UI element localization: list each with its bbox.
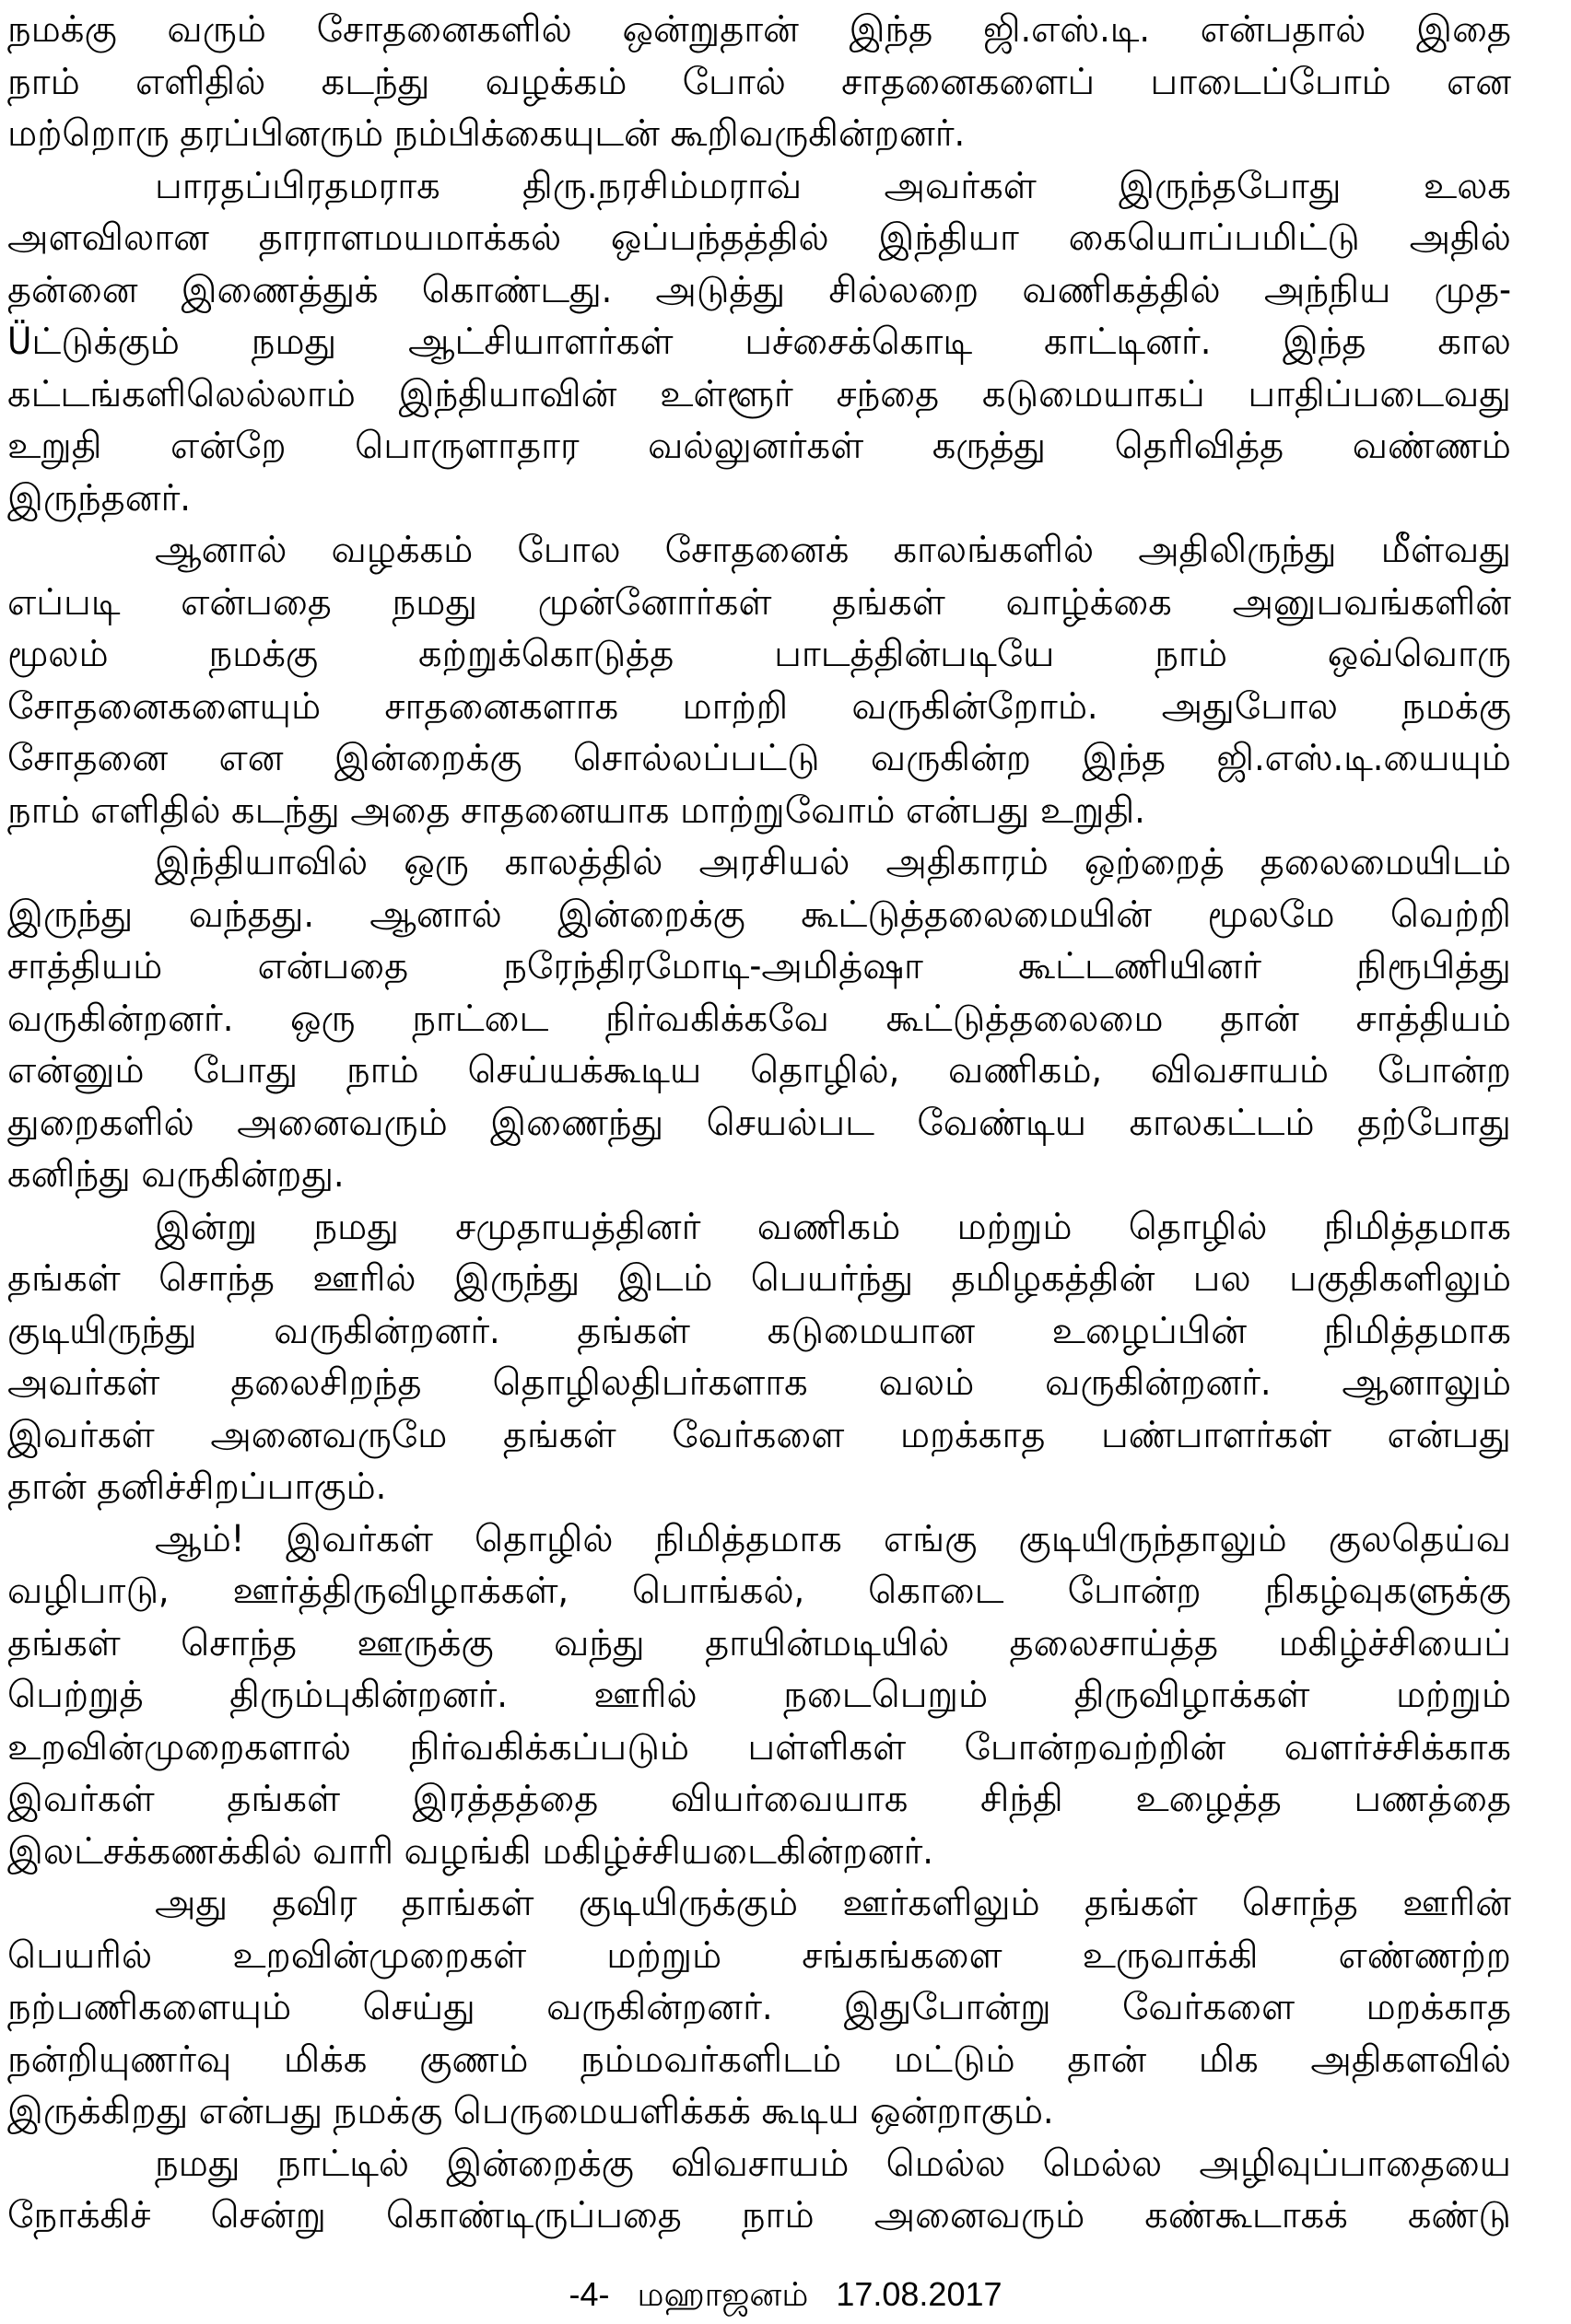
text-line: எப்படி என்பதை நமது முன்னோர்கள் தங்கள் வாழ்க்கை அனுபவங்களின் bbox=[7, 580, 1511, 624]
paragraph bbox=[7, 1201, 1511, 1513]
text-line: பெற்றுத் திரும்புகின்றனர். ஊரில் நடைபெறும் திருவிழாக்கள் மற்றும் bbox=[7, 1674, 1511, 1716]
text-line: நாம் எளிதில் கடந்து அதை சாதனையாக மாற்றுவோம் என்பது உறுதி. bbox=[7, 788, 1145, 832]
text-line: Üட்டுக்கும் நமது ஆட்சியாளர்கள் பச்சைக்கொடி காட்டினர். இந்த கால bbox=[7, 321, 1511, 363]
text-line: நற்பணிகளையும் செய்து வருகின்றனர். இதுபோன்று வேர்களை மறக்காத bbox=[7, 1986, 1511, 2028]
text-line: தான் தனிச்சிறப்பாகும். bbox=[7, 1466, 387, 1508]
text-line: இவர்கள் அனைவருமே தங்கள் வேர்களை மறக்காத பண்பாளர்கள் என்பது bbox=[7, 1413, 1511, 1456]
text-line: சாத்தியம் என்பதை நரேந்திரமோடி-அமித்ஷா கூட்டணியினர் நிரூபித்து bbox=[7, 945, 1511, 987]
text-line: அவர்கள் தலைசிறந்த தொழிலதிபர்களாக வலம் வருகின்றனர். ஆனாலும் bbox=[7, 1361, 1511, 1404]
article-body bbox=[7, 4, 1511, 2242]
text-line: இருந்து வந்தது. ஆனால் இன்றைக்கு கூட்டுத்தலைமையின் மூலமே வெற்றி bbox=[7, 893, 1511, 936]
text-line: உறவின்முறைகளால் நிர்வகிக்கப்படும் பள்ளிகள் போன்றவற்றின் வளர்ச்சிக்காக bbox=[7, 1725, 1511, 1769]
text-line: துறைகளில் அனைவரும் இணைந்து செயல்பட வேண்டிய காலகட்டம் தற்போது bbox=[7, 1101, 1511, 1144]
text-line: நமது நாட்டில் இன்றைக்கு விவசாயம் மெல்ல மெல்ல அழிவுப்பாதையை bbox=[155, 2142, 1511, 2185]
paragraph bbox=[7, 1513, 1511, 1878]
text-line: இருக்கிறது என்பது நமக்கு பெருமையளிக்கக் கூடிய ஒன்றாகும். bbox=[7, 2090, 1054, 2132]
text-line: இலட்சக்கணக்கில் வாரி வழங்கி மகிழ்ச்சியடைகின்றனர். bbox=[7, 1829, 933, 1873]
text-line: இந்தியாவில் ஒரு காலத்தில் அரசியல் அதிகாரம் ஒற்றைத் தலைமையிடம் bbox=[155, 841, 1511, 883]
text-line: என்னும் போது நாம் செய்யக்கூடிய தொழில், வணிகம், விவசாயம் போன்ற bbox=[7, 1049, 1511, 1092]
text-line: உறுதி என்றே பொருளாதார வல்லுனர்கள் கருத்து தெரிவித்த வண்ணம் bbox=[7, 425, 1511, 467]
paragraph bbox=[7, 524, 1511, 836]
publication-date: 17.08.2017 bbox=[836, 2275, 1002, 2313]
text-line: ஆனால் வழக்கம் போல சோதனைக் காலங்களில் அதிலிருந்து மீள்வது bbox=[155, 529, 1511, 571]
text-line: பெயரில் உறவின்முறைகள் மற்றும் சங்கங்களை உருவாக்கி எண்ணற்ற bbox=[7, 1933, 1511, 1977]
text-line: நமக்கு வரும் சோதனைகளில் ஒன்றுதான் இந்த ஜி.எஸ்.டி. என்பதால் இதை bbox=[7, 8, 1511, 51]
publication-name: மஹாஜனம் bbox=[637, 2275, 809, 2313]
text-line: ஆம்! இவர்கள் தொழில் நிமித்தமாக எங்கு குடியிருந்தாலும் குலதெய்வ bbox=[155, 1517, 1511, 1560]
page-number: -4- bbox=[569, 2275, 610, 2313]
paragraph bbox=[7, 1877, 1511, 2138]
text-line: நன்றியுணர்வு மிக்க குணம் நம்மவர்களிடம் மட்டும் தான் மிக அதிகளவில் bbox=[7, 2038, 1511, 2081]
paragraph bbox=[7, 836, 1511, 1201]
text-line: இருந்தனர். bbox=[7, 476, 191, 520]
text-line: நாம் எளிதில் கடந்து வழக்கம் போல் சாதனைகளைப் பாடைப்போம் என bbox=[7, 60, 1511, 103]
text-line: சோதனை என இன்றைக்கு சொல்லப்பட்டு வருகின்ற இந்த ஜி.எஸ்.டி.யையும் bbox=[7, 737, 1511, 779]
text-line: தங்கள் சொந்த ஊருக்கு வந்து தாயின்மடியில் தலைசாய்த்த மகிழ்ச்சியைப் bbox=[7, 1621, 1511, 1664]
text-line: வருகின்றனர். ஒரு நாட்டை நிர்வகிக்கவே கூட்டுத்தலைமை தான் சாத்தியம் bbox=[7, 997, 1511, 1040]
text-line: சோதனைகளையும் சாதனைகளாக மாற்றி வருகின்றோம். அதுபோல நமக்கு bbox=[7, 684, 1511, 728]
text-line: தன்னை இணைத்துக் கொண்டது. அடுத்து சில்லறை வணிகத்தில் அந்நிய முத- bbox=[7, 268, 1511, 311]
text-line: தங்கள் சொந்த ஊரில் இருந்து இடம் பெயர்ந்து தமிழகத்தின் பல பகுதிகளிலும் bbox=[7, 1257, 1511, 1300]
text-line: கட்டங்களிலெல்லாம் இந்தியாவின் உள்ளூர் சந்தை கடுமையாகப் பாதிப்படைவது bbox=[7, 372, 1511, 415]
text-line: இவர்கள் தங்கள் இரத்தத்தை வியர்வையாக சிந்தி உழைத்த பணத்தை bbox=[7, 1778, 1511, 1820]
text-line: கனிந்து வருகின்றது. bbox=[7, 1153, 345, 1196]
text-line: அது தவிர தாங்கள் குடியிருக்கும் ஊர்களிலும் தங்கள் சொந்த ஊரின் bbox=[155, 1882, 1511, 1924]
text-line: பாரதப்பிரதமராக திரு.நரசிம்மராவ் அவர்கள் இருந்தபோது உலக bbox=[155, 164, 1511, 207]
text-line: வழிபாடு, ஊர்த்திருவிழாக்கள், பொங்கல், கொடை போன்ற நிகழ்வுகளுக்கு bbox=[7, 1570, 1511, 1612]
text-line: குடியிருந்து வருகின்றனர். தங்கள் கடுமையான உழைப்பின் நிமித்தமாக bbox=[7, 1309, 1511, 1352]
paragraph bbox=[7, 4, 1511, 160]
text-line: நோக்கிச் சென்று கொண்டிருப்பதை நாம் அனைவரும் கண்கூடாகக் கண்டு bbox=[7, 2194, 1511, 2236]
text-line: மூலம் நமக்கு கற்றுக்கொடுத்த பாடத்தின்படியே நாம் ஒவ்வொரு bbox=[7, 633, 1511, 675]
text-line: இன்று நமது சமுதாயத்தினர் வணிகம் மற்றும் தொழில் நிமித்தமாக bbox=[155, 1205, 1511, 1248]
paragraph bbox=[7, 2138, 1511, 2242]
text-line: அளவிலான தாராளமயமாக்கல் ஒப்பந்தத்தில் இந்தியா கையொப்பமிட்டு அதில் bbox=[7, 216, 1511, 259]
paragraph bbox=[7, 160, 1511, 525]
text-line: மற்றொரு தரப்பினரும் நம்பிக்கையுடன் கூறிவருகின்றனர். bbox=[7, 112, 966, 155]
page-footer bbox=[0, 2275, 1571, 2318]
